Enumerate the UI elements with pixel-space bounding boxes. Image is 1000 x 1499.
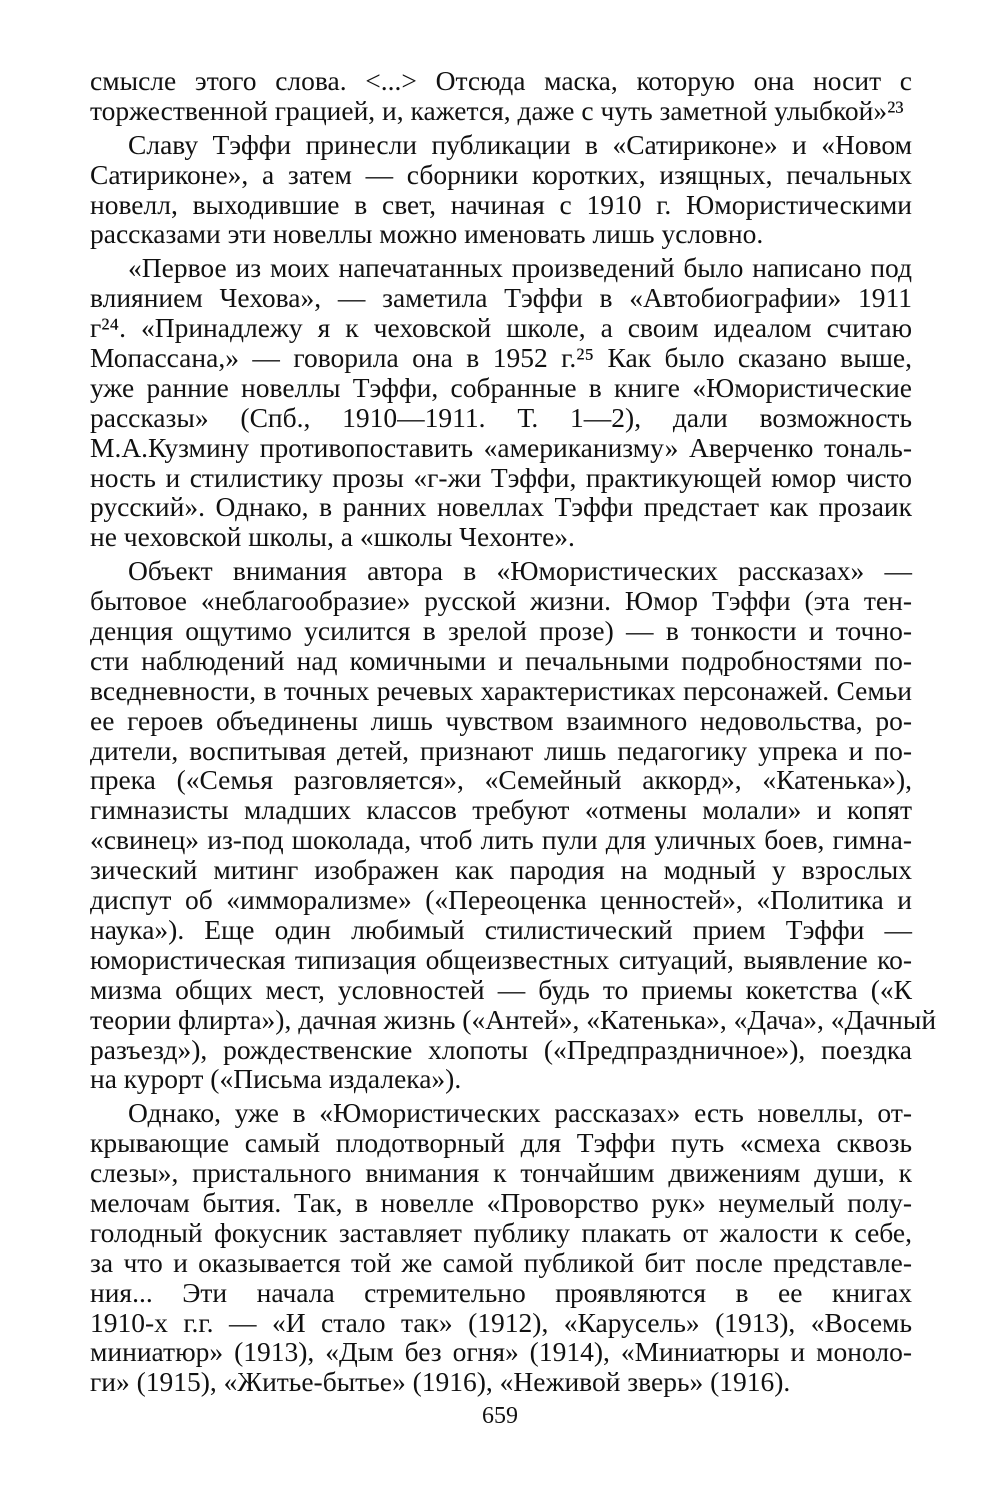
text-line: ги» (1915), «Житье-бытье» (1916), «Неживой зверь» (1916). [90,1366,791,1398]
text-line: гимназисты младших классов требуют «отмены молали» и копят [90,794,912,826]
text-line: «свинец» из-под шоколада, чтоб лить пули для уличных боев, гимна- [90,824,912,856]
text-line: диспут об «имморализме» («Переоценка ценностей», «Политика и [90,884,912,916]
text-line: Сатириконе», а затем — сборники коротких, изящных, печальных [90,158,912,190]
text-line: влиянием Чехова», — заметила Тэффи в «Автобиографии» 1911 [90,282,912,314]
page-number: 659 [482,1403,518,1429]
text-line: денция ощутимо усилится в зрелой прозе) — в тонкости и точно- [90,615,912,647]
text-line: ее героев объединены лишь чувством взаимного недовольства, ро- [90,704,912,736]
text-line: не чеховской школы, а «школы Чехонте». [90,521,575,553]
text-line: торжественной грацией, и, кажется, даже с чуть заметной улыбкой»²³ [90,94,904,126]
text-line: разъезд»), рождественские хлопоты («Предпраздничное»), поездка [90,1033,912,1065]
paragraph-first-line: Объект внимания автора в «Юмористических рассказах» — [128,555,912,587]
text-line: М.А.Кузмину противопоставить «американизму» Аверченко тональ- [90,431,912,463]
text-line: уже ранние новеллы Тэффи, собранные в книге «Юмористические [90,371,912,403]
text-line: миниатюр» (1913), «Дым без огня» (1914), «Миниатюры и моноло- [90,1336,912,1368]
text-line: рассказами эти новеллы можно именовать лишь условно. [90,218,764,250]
text-line: мизма общих мест, условностей — будь то приемы кокетства («К [90,973,912,1005]
text-line: 1910-х г.г. — «И стало так» (1912), «Карусель» (1913), «Восемь [90,1306,912,1338]
text-line: на курорт («Письма издалека»). [90,1063,462,1095]
paragraph-first-line: Славу Тэффи принесли публикации в «Сатириконе» и «Новом [128,128,912,160]
text-line: слезы», пристального внимания к тончайшим движениям души, к [90,1157,912,1189]
text-line: прека («Семья разговляется», «Семейный аккорд», «Катенька»), [90,764,912,796]
text-line: сти наблюдений над комичными и печальными подробностями по- [90,644,912,676]
text-line: дители, воспитывая детей, признают лишь педагогику упрека и по- [90,734,912,766]
text-line: голодный фокусник заставляет публику плакать от жалости к себе, [90,1216,912,1248]
text-line: Мопассана,» — говорила она в 1952 г.²⁵ Как было сказано выше, [90,342,912,374]
body-text [90,65,937,1398]
text-line: теории флирта»), дачная жизнь («Антей», «Катенька», «Дача», «Дачный [90,1003,937,1035]
paragraph-first-line: «Первое из моих напечатанных произведений было написано под [128,252,912,284]
text-line: зический митинг изображен как пародия на модный у взрослых [90,854,912,886]
text-line: рассказы» (Спб., 1910—1911. Т. 1—2), дали возможность [90,401,912,433]
text-line: новелл, выходившие в свет, начиная с 1910 г. Юмористическими [90,188,912,220]
text-line: г²⁴. «Принадлежу я к чеховской школе, а своим идеалом считаю [90,312,912,344]
text-line: наука»). Еще один любимый стилистический прием Тэффи — [90,913,912,945]
text-line: смысле этого слова. <...> Отсюда маска, которую она носит с [90,65,912,96]
text-line: бытовое «неблагообразие» русской жизни. Юмор Тэффи (эта тен- [90,585,912,617]
text-line: мелочам бытия. Так, в новелле «Проворство рук» неумелый полу- [90,1186,912,1218]
text-line: ния... Эти начала стремительно проявляются в ее книгах [90,1276,912,1308]
text-line: русский». Однако, в ранних новеллах Тэффи предстает как прозаик [90,491,912,523]
text-line: вседневности, в точных речевых характеристиках персонажей. Семьи [90,674,912,706]
text-line: крывающие самый плодотворный для Тэффи путь «смеха сквозь [90,1127,912,1159]
text-line: ность и стилистику прозы «г-жи Тэффи, практикующей юмор чисто [90,461,912,493]
paragraph-first-line: Однако, уже в «Юмористических рассказах» есть новеллы, от- [128,1097,912,1129]
text-line: за что и оказывается той же самой публикой бит после представле- [90,1246,912,1278]
text-line: юмористическая типизация общеизвестных ситуаций, выявление ко- [90,943,912,975]
